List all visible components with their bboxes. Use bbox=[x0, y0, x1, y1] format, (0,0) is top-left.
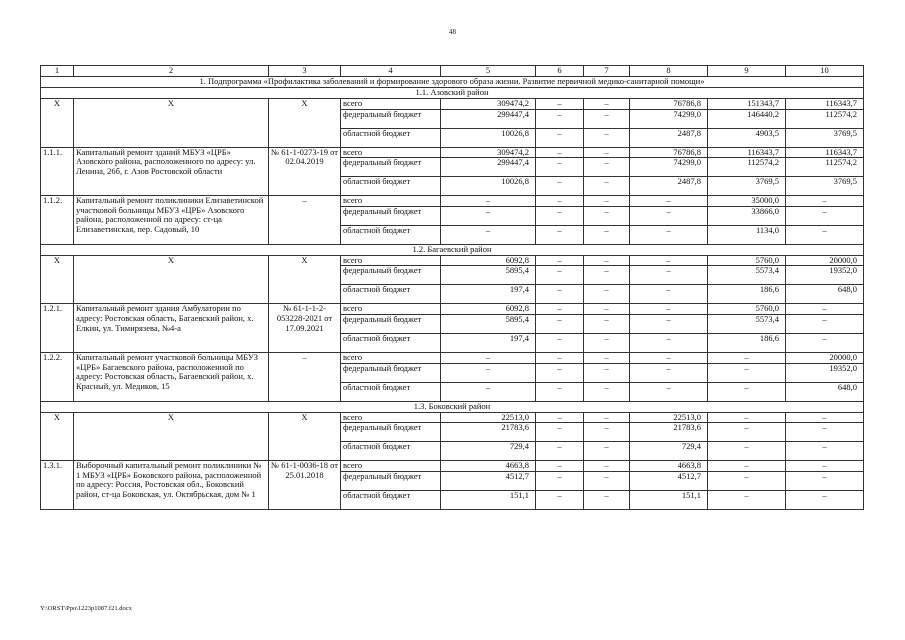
item-number-cell: 1.2.1. bbox=[41, 304, 74, 353]
funding-source-cell: областной бюджет bbox=[341, 490, 441, 509]
document-cell: – bbox=[269, 352, 341, 401]
document-cell: X bbox=[269, 255, 341, 304]
amount-cell: – bbox=[441, 225, 536, 244]
amount-cell: – bbox=[630, 382, 708, 401]
amount-cell: – bbox=[536, 382, 584, 401]
amount-cell: – bbox=[630, 206, 708, 225]
item-number-cell: X bbox=[41, 99, 74, 148]
amount-cell: – bbox=[536, 412, 584, 423]
funding-source-cell: федеральный бюджет bbox=[341, 314, 441, 333]
table-row bbox=[41, 461, 864, 472]
file-path-footer: Y:\ORST\Ppo\1223p1087.f21.docx bbox=[40, 605, 132, 612]
table-row bbox=[41, 99, 864, 110]
amount-cell: 309474,2 bbox=[441, 99, 536, 110]
amount-cell: – bbox=[584, 128, 630, 147]
amount-cell: – bbox=[536, 158, 584, 177]
amount-cell: – bbox=[584, 255, 630, 266]
amount-cell: – bbox=[708, 423, 786, 442]
amount-cell: – bbox=[441, 196, 536, 207]
amount-cell: – bbox=[708, 490, 786, 509]
amount-cell: – bbox=[536, 177, 584, 196]
amount-cell: – bbox=[441, 206, 536, 225]
document-cell: № 61-1-0036-18 от 25.01.2018 bbox=[269, 461, 341, 510]
amount-cell: – bbox=[584, 304, 630, 315]
amount-cell: 112574,2 bbox=[786, 109, 864, 128]
funding-source-cell: федеральный бюджет bbox=[341, 471, 441, 490]
funding-source-cell: федеральный бюджет bbox=[341, 109, 441, 128]
amount-cell: 186,6 bbox=[708, 285, 786, 304]
amount-cell: – bbox=[584, 99, 630, 110]
amount-cell: 4663,8 bbox=[441, 461, 536, 472]
amount-cell: – bbox=[786, 442, 864, 461]
amount-cell: – bbox=[584, 266, 630, 285]
amount-cell: 74299,0 bbox=[630, 109, 708, 128]
amount-cell: 648,0 bbox=[786, 285, 864, 304]
amount-cell: – bbox=[584, 471, 630, 490]
item-number-cell: X bbox=[41, 255, 74, 304]
district-title: 1.3. Боковский район bbox=[41, 401, 864, 412]
document-cell: X bbox=[269, 99, 341, 148]
funding-source-cell: федеральный бюджет bbox=[341, 423, 441, 442]
amount-cell: – bbox=[441, 363, 536, 382]
amount-cell: 22513,0 bbox=[441, 412, 536, 423]
amount-cell: – bbox=[536, 285, 584, 304]
amount-cell: – bbox=[536, 314, 584, 333]
item-name-cell: X bbox=[74, 412, 269, 461]
amount-cell: 3769,5 bbox=[786, 128, 864, 147]
amount-cell: 4512,7 bbox=[630, 471, 708, 490]
amount-cell: – bbox=[786, 412, 864, 423]
funding-source-cell: областной бюджет bbox=[341, 225, 441, 244]
amount-cell: – bbox=[584, 490, 630, 509]
amount-cell: – bbox=[786, 314, 864, 333]
table-row bbox=[41, 304, 864, 315]
table-row bbox=[41, 196, 864, 207]
funding-source-cell: федеральный бюджет bbox=[341, 158, 441, 177]
item-number-cell: 1.3.1. bbox=[41, 461, 74, 510]
amount-cell: – bbox=[708, 363, 786, 382]
amount-cell: – bbox=[786, 490, 864, 509]
district-title: 1.2. Багаевский район bbox=[41, 244, 864, 255]
amount-cell: – bbox=[630, 266, 708, 285]
amount-cell: – bbox=[584, 333, 630, 352]
amount-cell: – bbox=[786, 423, 864, 442]
funding-source-cell: всего bbox=[341, 196, 441, 207]
column-number-header: 1 bbox=[41, 66, 74, 77]
amount-cell: 151,1 bbox=[441, 490, 536, 509]
amount-cell: 146440,2 bbox=[708, 109, 786, 128]
amount-cell: – bbox=[786, 206, 864, 225]
amount-cell: 6092,8 bbox=[441, 304, 536, 315]
amount-cell: – bbox=[584, 314, 630, 333]
program-title-row bbox=[41, 77, 864, 88]
amount-cell: – bbox=[786, 333, 864, 352]
amount-cell: – bbox=[536, 333, 584, 352]
amount-cell: 21783,6 bbox=[441, 423, 536, 442]
district-title-row bbox=[41, 88, 864, 99]
amount-cell: 112574,2 bbox=[786, 158, 864, 177]
funding-source-cell: всего bbox=[341, 352, 441, 363]
amount-cell: – bbox=[536, 99, 584, 110]
program-title: 1. Подпрограмма «Профилактика заболеваний и формирование здорового образа жизни. Развитие первичной медико-санитарной помощи» bbox=[41, 77, 864, 88]
amount-cell: – bbox=[536, 225, 584, 244]
budget-table bbox=[40, 65, 864, 510]
funding-source-cell: федеральный бюджет bbox=[341, 206, 441, 225]
district-title: 1.1. Азовский район bbox=[41, 88, 864, 99]
funding-source-cell: всего bbox=[341, 412, 441, 423]
amount-cell: 2487,8 bbox=[630, 177, 708, 196]
item-name-cell: X bbox=[74, 255, 269, 304]
amount-cell: – bbox=[584, 352, 630, 363]
funding-source-cell: всего bbox=[341, 461, 441, 472]
amount-cell: 6092,8 bbox=[441, 255, 536, 266]
amount-cell: – bbox=[584, 225, 630, 244]
amount-cell: – bbox=[786, 196, 864, 207]
amount-cell: 5573,4 bbox=[708, 266, 786, 285]
table-row bbox=[41, 412, 864, 423]
amount-cell: 5573,4 bbox=[708, 314, 786, 333]
amount-cell: – bbox=[584, 109, 630, 128]
amount-cell: – bbox=[708, 442, 786, 461]
document-cell: – bbox=[269, 196, 341, 245]
document-cell: № 61-1-0273-19 от 02.04.2019 bbox=[269, 147, 341, 196]
funding-source-cell: всего bbox=[341, 255, 441, 266]
amount-cell: – bbox=[786, 225, 864, 244]
funding-source-cell: федеральный бюджет bbox=[341, 266, 441, 285]
item-number-cell: X bbox=[41, 412, 74, 461]
amount-cell: 309474,2 bbox=[441, 147, 536, 158]
amount-cell: – bbox=[630, 304, 708, 315]
amount-cell: – bbox=[536, 423, 584, 442]
column-number-header: 10 bbox=[786, 66, 864, 77]
column-number-header: 5 bbox=[441, 66, 536, 77]
amount-cell: – bbox=[584, 423, 630, 442]
funding-source-cell: областной бюджет bbox=[341, 285, 441, 304]
amount-cell: 116343,7 bbox=[786, 147, 864, 158]
funding-source-cell: областной бюджет bbox=[341, 177, 441, 196]
amount-cell: 19352,0 bbox=[786, 266, 864, 285]
amount-cell: 299447,4 bbox=[441, 109, 536, 128]
item-name-cell: Капитальный ремонт участковой больницы МБУЗ «ЦРБ» Багаевского района, расположенной по адресу: Ростовская область, Багаевский район, х. Красный, ул. Медиков, 15 bbox=[74, 352, 269, 401]
amount-cell: – bbox=[584, 206, 630, 225]
amount-cell: 76786,8 bbox=[630, 147, 708, 158]
column-number-header: 7 bbox=[584, 66, 630, 77]
amount-cell: – bbox=[630, 255, 708, 266]
amount-cell: – bbox=[584, 412, 630, 423]
item-name-cell: Капитальный ремонт поликлиники Елизаветинской участковой больницы МБУЗ «ЦРБ» Азовского района, расположенной по адресу: ст-ца Елизаветинская, пер. Садовый, 10 bbox=[74, 196, 269, 245]
amount-cell: – bbox=[441, 352, 536, 363]
amount-cell: – bbox=[536, 128, 584, 147]
amount-cell: 5895,4 bbox=[441, 266, 536, 285]
amount-cell: 10026,8 bbox=[441, 128, 536, 147]
amount-cell: – bbox=[630, 333, 708, 352]
amount-cell: 4903,5 bbox=[708, 128, 786, 147]
amount-cell: – bbox=[630, 352, 708, 363]
item-number-cell: 1.1.1. bbox=[41, 147, 74, 196]
column-number-header: 8 bbox=[630, 66, 708, 77]
funding-source-cell: областной бюджет bbox=[341, 442, 441, 461]
item-number-cell: 1.1.2. bbox=[41, 196, 74, 245]
column-number-header: 6 bbox=[536, 66, 584, 77]
amount-cell: – bbox=[584, 158, 630, 177]
funding-source-cell: всего bbox=[341, 147, 441, 158]
column-number-row bbox=[41, 66, 864, 77]
amount-cell: – bbox=[536, 266, 584, 285]
amount-cell: – bbox=[536, 255, 584, 266]
amount-cell: – bbox=[536, 196, 584, 207]
amount-cell: – bbox=[441, 382, 536, 401]
amount-cell: 186,6 bbox=[708, 333, 786, 352]
amount-cell: – bbox=[630, 314, 708, 333]
column-number-header: 2 bbox=[74, 66, 269, 77]
amount-cell: 74299,0 bbox=[630, 158, 708, 177]
amount-cell: – bbox=[536, 206, 584, 225]
amount-cell: – bbox=[536, 461, 584, 472]
amount-cell: 4512,7 bbox=[441, 471, 536, 490]
amount-cell: 20000,0 bbox=[786, 255, 864, 266]
column-number-header: 4 bbox=[341, 66, 441, 77]
amount-cell: 21783,6 bbox=[630, 423, 708, 442]
table-row bbox=[41, 255, 864, 266]
amount-cell: – bbox=[584, 147, 630, 158]
amount-cell: – bbox=[536, 442, 584, 461]
funding-source-cell: всего bbox=[341, 304, 441, 315]
amount-cell: – bbox=[536, 304, 584, 315]
funding-source-cell: областной бюджет bbox=[341, 128, 441, 147]
item-name-cell: Капитальный ремонт здания Амбулатории по адресу: Ростовская область, Багаевский район, х. Елкин, ул. Тимирязева, №4-а bbox=[74, 304, 269, 353]
amount-cell: 5895,4 bbox=[441, 314, 536, 333]
amount-cell: 116343,7 bbox=[786, 99, 864, 110]
amount-cell: 151343,7 bbox=[708, 99, 786, 110]
amount-cell: – bbox=[536, 352, 584, 363]
amount-cell: 151,1 bbox=[630, 490, 708, 509]
amount-cell: 10026,8 bbox=[441, 177, 536, 196]
amount-cell: – bbox=[708, 382, 786, 401]
amount-cell: 5760,0 bbox=[708, 304, 786, 315]
item-name-cell: Капитальный ремонт зданий МБУЗ «ЦРБ» Азовского района, расположенного по адресу: ул. Ленина, 26б, г. Азов Ростовской области bbox=[74, 147, 269, 196]
funding-source-cell: областной бюджет bbox=[341, 382, 441, 401]
amount-cell: – bbox=[630, 225, 708, 244]
amount-cell: 299447,4 bbox=[441, 158, 536, 177]
item-name-cell: X bbox=[74, 99, 269, 148]
amount-cell: 648,0 bbox=[786, 382, 864, 401]
amount-cell: 5760,0 bbox=[708, 255, 786, 266]
item-number-cell: 1.2.2. bbox=[41, 352, 74, 401]
amount-cell: 20000,0 bbox=[786, 352, 864, 363]
amount-cell: – bbox=[536, 490, 584, 509]
amount-cell: 197,4 bbox=[441, 285, 536, 304]
document-cell: № 61-1-1-2-053228-2021 от 17.09.2021 bbox=[269, 304, 341, 353]
amount-cell: – bbox=[584, 442, 630, 461]
page-number: 48 bbox=[449, 28, 456, 36]
amount-cell: – bbox=[708, 471, 786, 490]
amount-cell: – bbox=[786, 304, 864, 315]
amount-cell: 116343,7 bbox=[708, 147, 786, 158]
amount-cell: 729,4 bbox=[630, 442, 708, 461]
amount-cell: – bbox=[584, 285, 630, 304]
column-number-header: 9 bbox=[708, 66, 786, 77]
amount-cell: – bbox=[584, 461, 630, 472]
amount-cell: – bbox=[584, 177, 630, 196]
funding-source-cell: областной бюджет bbox=[341, 333, 441, 352]
amount-cell: 197,4 bbox=[441, 333, 536, 352]
table-row bbox=[41, 147, 864, 158]
amount-cell: – bbox=[536, 363, 584, 382]
district-title-row bbox=[41, 244, 864, 255]
amount-cell: – bbox=[786, 461, 864, 472]
amount-cell: – bbox=[536, 471, 584, 490]
amount-cell: 1134,0 bbox=[708, 225, 786, 244]
amount-cell: 729,4 bbox=[441, 442, 536, 461]
amount-cell: 76786,8 bbox=[630, 99, 708, 110]
funding-source-cell: всего bbox=[341, 99, 441, 110]
amount-cell: – bbox=[584, 363, 630, 382]
amount-cell: – bbox=[536, 109, 584, 128]
column-number-header: 3 bbox=[269, 66, 341, 77]
amount-cell: – bbox=[708, 352, 786, 363]
amount-cell: 19352,0 bbox=[786, 363, 864, 382]
table-row bbox=[41, 352, 864, 363]
amount-cell: 33866,0 bbox=[708, 206, 786, 225]
amount-cell: 3769,5 bbox=[786, 177, 864, 196]
amount-cell: – bbox=[630, 196, 708, 207]
amount-cell: 22513,0 bbox=[630, 412, 708, 423]
amount-cell: – bbox=[708, 461, 786, 472]
district-title-row bbox=[41, 401, 864, 412]
amount-cell: – bbox=[584, 196, 630, 207]
amount-cell: 3769,5 bbox=[708, 177, 786, 196]
amount-cell: 35000,0 bbox=[708, 196, 786, 207]
amount-cell: – bbox=[536, 147, 584, 158]
amount-cell: 2487,8 bbox=[630, 128, 708, 147]
amount-cell: – bbox=[630, 363, 708, 382]
amount-cell: 112574,2 bbox=[708, 158, 786, 177]
amount-cell: – bbox=[786, 471, 864, 490]
document-cell: X bbox=[269, 412, 341, 461]
item-name-cell: Выборочный капитальный ремонт поликлиники № 1 МБУЗ «ЦРБ» Боковского района, расположенной по адресу: Россия, Ростовская обл., Боковский район, ст-ца Боковская, ул. Октябрьская, дом № 1 bbox=[74, 461, 269, 510]
amount-cell: 4663,8 bbox=[630, 461, 708, 472]
amount-cell: – bbox=[708, 412, 786, 423]
funding-source-cell: федеральный бюджет bbox=[341, 363, 441, 382]
amount-cell: – bbox=[584, 382, 630, 401]
amount-cell: – bbox=[630, 285, 708, 304]
